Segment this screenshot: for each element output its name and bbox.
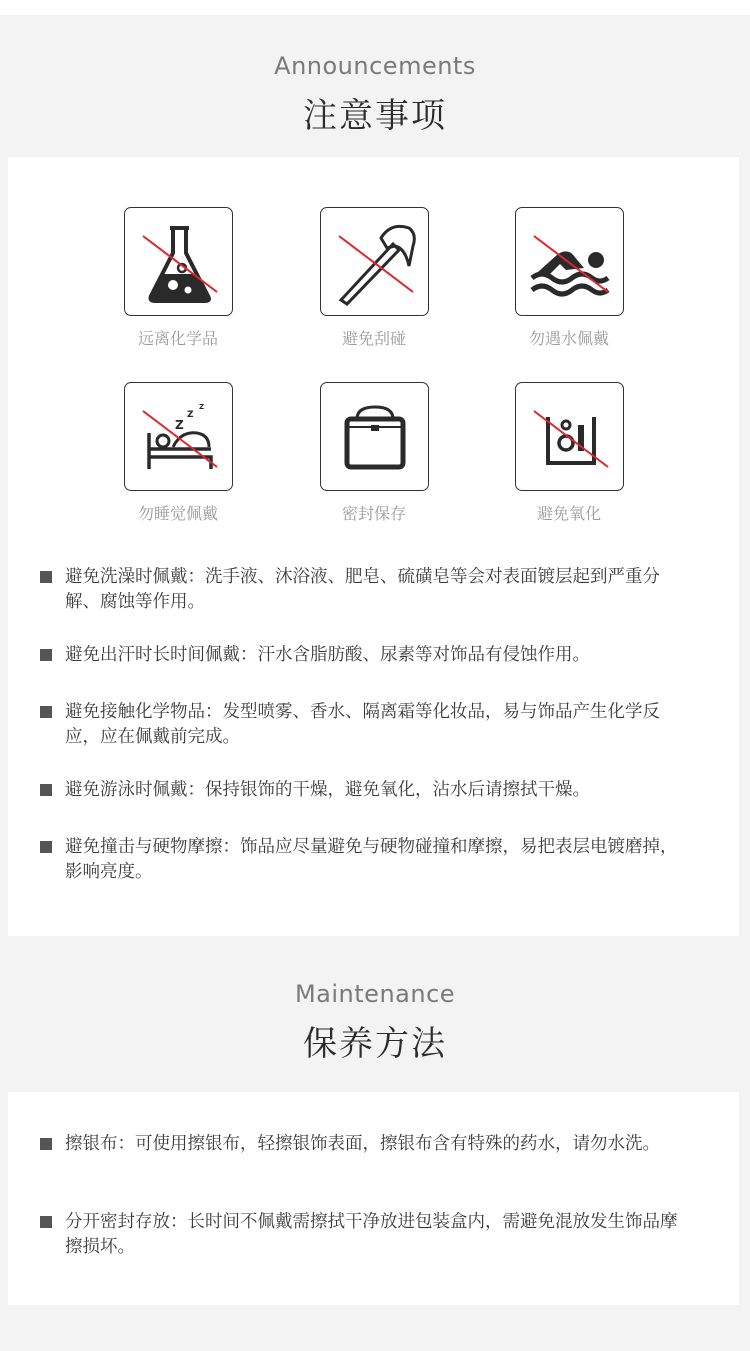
announcements-header xyxy=(0,52,750,137)
maintenance-cn-title: 保养方法 xyxy=(303,1024,447,1064)
icon-label: 勿睡觉佩戴 xyxy=(137,504,218,523)
svg-text:Z: Z xyxy=(186,410,194,420)
announcements-cn-title: 注意事项 xyxy=(303,96,447,136)
list-item-text: 避免游泳时佩戴：保持银饰的干燥，避免氧化，沾水后请擦拭干燥。 xyxy=(65,780,590,800)
bullet-square-icon xyxy=(40,1138,52,1150)
icon-label: 避免刮碰 xyxy=(341,329,406,348)
top-strip xyxy=(0,0,750,15)
icon-cell-sleep xyxy=(88,382,268,524)
icon-label: 远离化学品 xyxy=(137,329,218,348)
bullet-square-icon xyxy=(40,784,52,796)
svg-text:Z: Z xyxy=(198,403,204,411)
bullet-square-icon xyxy=(40,571,52,583)
list-item-text: 避免接触化学物品：发型喷雾、香水、隔离霜等化妆品，易与饰品产生化学反应，应在佩戴前完成。 xyxy=(65,702,660,747)
maintenance-header xyxy=(0,980,750,1065)
list-item-text: 避免出汗时长时间佩戴：汗水含脂肪酸、尿素等对饰品有侵蚀作用。 xyxy=(65,645,590,665)
icon-label: 密封保存 xyxy=(341,504,406,523)
list-item xyxy=(40,643,690,668)
icon-cell-scratch xyxy=(284,207,464,349)
list-item-text: 分开密封存放：长时间不佩戴需擦拭干净放进包装盒内，需避免混放发生饰品摩擦损坏。 xyxy=(65,1212,678,1257)
swimmer-icon xyxy=(515,207,624,316)
list-item-text: 避免撞击与硬物摩擦：饰品应尽量避免与硬物碰撞和摩擦，易把表层电镀磨掉，影响亮度。 xyxy=(65,837,678,882)
bullet-square-icon xyxy=(40,649,52,661)
announcements-card xyxy=(8,157,739,936)
list-item xyxy=(40,1132,690,1157)
bullet-square-icon xyxy=(40,706,52,718)
bullet-square-icon xyxy=(40,1216,52,1228)
maintenance-en-title: Maintenance xyxy=(294,980,456,1008)
list-item xyxy=(40,835,690,885)
icon-cell-sealed xyxy=(284,382,464,524)
bullet-square-icon xyxy=(40,841,52,853)
list-item-text: 避免洗澡时佩戴：洗手液、沐浴液、肥皂、硫磺皂等会对表面镀层起到严重分解、腐蚀等作用。 xyxy=(65,567,660,612)
list-item xyxy=(40,1210,690,1260)
flask-icon xyxy=(124,207,233,316)
maintenance-card xyxy=(8,1092,739,1305)
list-item-text: 擦银布：可使用擦银布，轻擦银饰表面，擦银布含有特殊的药水，请勿水洗。 xyxy=(65,1134,660,1154)
icon-label: 勿遇水佩戴 xyxy=(528,329,609,348)
list-item xyxy=(40,700,690,750)
icon-label: 避免氧化 xyxy=(536,504,601,523)
list-item xyxy=(40,565,690,615)
sleep-bed-icon xyxy=(124,382,233,491)
sealed-box-icon xyxy=(320,382,429,491)
icon-cell-oxidation xyxy=(479,382,659,524)
icon-cell-water xyxy=(479,207,659,349)
list-item xyxy=(40,778,690,803)
oxidation-icon xyxy=(515,382,624,491)
announcements-en-title: Announcements xyxy=(274,52,476,80)
hammer-icon xyxy=(320,207,429,316)
icon-cell-chemicals xyxy=(88,207,268,349)
svg-text:Z: Z xyxy=(174,418,184,432)
